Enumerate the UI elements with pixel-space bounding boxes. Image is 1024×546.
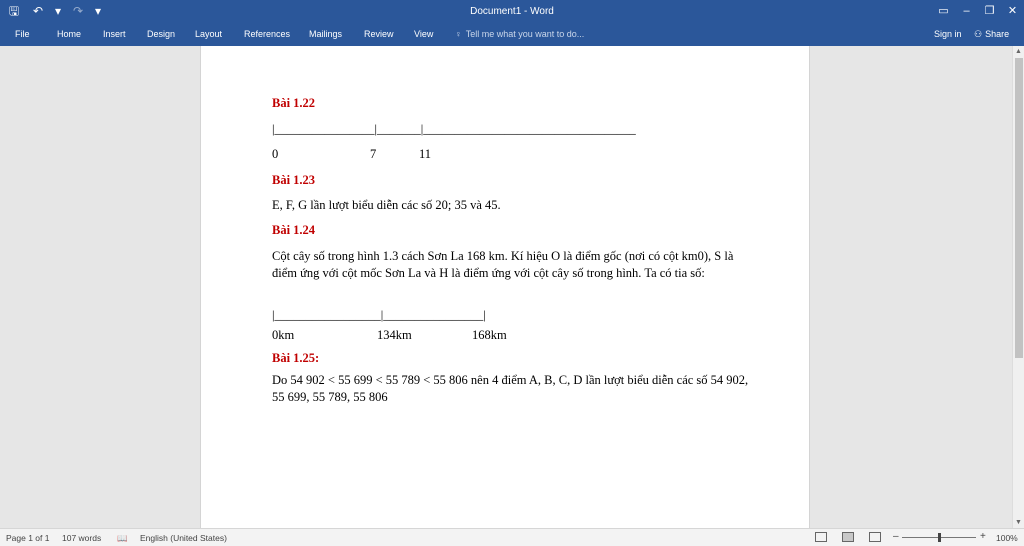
close-icon[interactable]: ✕ <box>1007 5 1018 17</box>
proofing-icon[interactable]: 📖 <box>117 533 128 543</box>
tell-me-box[interactable] <box>455 29 584 39</box>
restore-icon[interactable]: ❐ <box>984 5 995 17</box>
document-page[interactable] <box>200 46 810 528</box>
lightbulb-icon: ♀ <box>455 29 462 39</box>
tell-me-placeholder: Tell me what you want to do... <box>465 29 585 39</box>
zoom-in-icon[interactable]: + <box>980 531 986 542</box>
ribbon-tabs <box>0 24 1024 46</box>
tab-insert[interactable]: Insert <box>103 29 126 39</box>
heading-1-24: Bài 1.24 <box>272 223 316 237</box>
scroll-down-icon[interactable]: ▼ <box>1015 519 1022 526</box>
tick-label: 168km <box>472 328 507 342</box>
heading-1-23: Bài 1.23 <box>272 173 316 187</box>
language-indicator[interactable]: English (United States) <box>140 533 227 543</box>
paragraph-1-23: E, F, G lần lượt biểu diễn các số 20; 35 và 45. <box>272 198 501 212</box>
tab-review[interactable]: Review <box>364 29 394 39</box>
word-count[interactable]: 107 words <box>62 533 102 543</box>
tick-label: 134km <box>377 328 412 342</box>
window-title: Document1 - Word <box>470 6 554 17</box>
tab-file[interactable]: File <box>15 29 30 39</box>
heading-1-25: Bài 1.25: <box>272 351 320 365</box>
scroll-thumb[interactable] <box>1015 58 1023 358</box>
paragraph-1-25: Do 54 902 < 55 699 < 55 789 < 55 806 nên 4 điểm A, B, C, D lần lượt biểu diễn các số 54 902, 55 699, 55 789, 55 806 <box>272 373 749 404</box>
status-bar <box>0 528 1024 546</box>
zoom-out-icon[interactable]: – <box>893 531 899 542</box>
web-layout-icon[interactable] <box>869 532 881 542</box>
tick-label: 0 <box>272 147 279 161</box>
redo-icon[interactable]: ↷ <box>72 4 84 18</box>
heading-1-22: Bài 1.22 <box>272 96 316 110</box>
person-icon: ⚇ <box>974 29 983 39</box>
zoom-level[interactable]: 100% <box>996 533 1018 543</box>
tick-label: 11 <box>419 147 432 161</box>
vertical-scrollbar[interactable] <box>1012 46 1024 528</box>
print-layout-icon[interactable] <box>842 532 854 542</box>
share-button[interactable] <box>974 29 1009 40</box>
save-icon[interactable]: 🖫 <box>8 4 20 18</box>
ribbon-display-options-icon[interactable]: ▭ <box>938 5 949 17</box>
title-bar <box>0 0 1024 24</box>
page-count[interactable]: Page 1 of 1 <box>6 533 50 543</box>
tab-mailings[interactable]: Mailings <box>309 29 343 39</box>
sign-in-link[interactable]: Sign in <box>934 29 962 39</box>
customize-qat-icon[interactable]: ▾ <box>94 4 102 18</box>
tab-design[interactable]: Design <box>147 29 176 39</box>
zoom-slider-thumb[interactable] <box>938 533 941 542</box>
tick-label: 0km <box>272 328 295 342</box>
number-line-2: |_________________|________________| <box>272 308 486 322</box>
undo-icon[interactable]: ↶ <box>32 4 44 18</box>
paragraph-1-24: Cột cây số trong hình 1.3 cách Sơn La 168 km. Kí hiệu O là điểm gốc (nơi có cột km0), S là điểm ứng với cột mốc Sơn La và H là điểm ứng với cột cây số trong hình. Ta có tia số: <box>272 249 734 280</box>
minimize-icon[interactable]: – <box>963 5 970 17</box>
tick-label: 7 <box>370 147 377 161</box>
tab-home[interactable]: Home <box>57 29 82 39</box>
scroll-up-icon[interactable]: ▲ <box>1015 48 1022 55</box>
read-mode-icon[interactable] <box>815 532 827 542</box>
undo-dropdown-icon[interactable]: ▾ <box>54 4 62 18</box>
number-line-1: |________________|_______|__________________________________ <box>272 122 636 136</box>
tab-layout[interactable]: Layout <box>195 29 223 39</box>
window-controls <box>932 0 1024 24</box>
share-label: Share <box>985 29 1010 39</box>
document-canvas <box>0 46 1012 528</box>
tab-view[interactable]: View <box>414 29 434 39</box>
tab-references[interactable]: References <box>244 29 291 39</box>
